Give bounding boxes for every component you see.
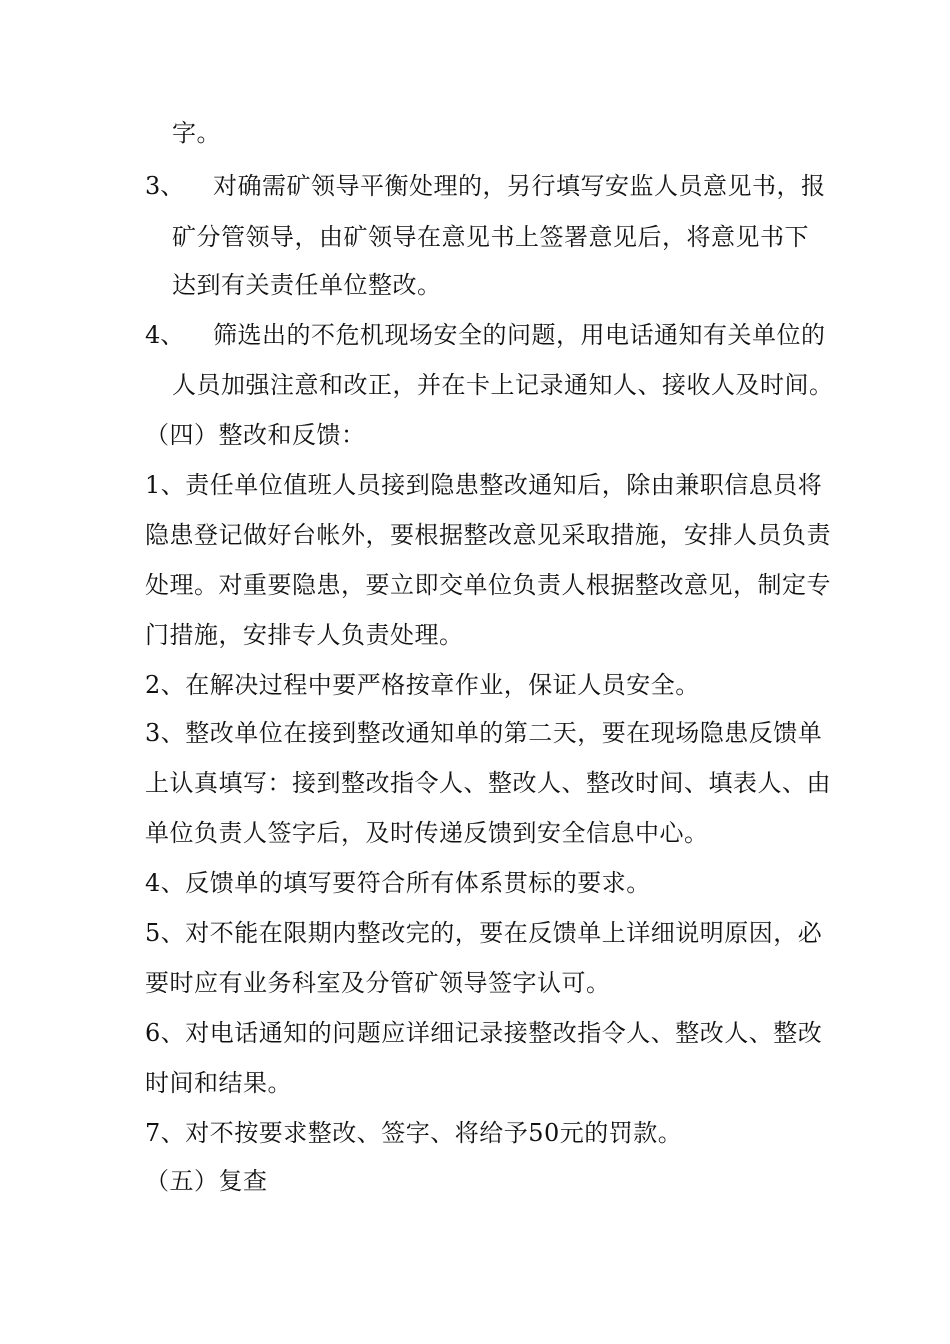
section-4-item-5-line-1: 5、对不能在限期内整改完的，要在反馈单上详细说明原因，必 [145, 919, 823, 947]
section-heading-4: （四）整改和反馈： [145, 421, 366, 449]
section-4-item-1-line-3: 处理。对重要隐患，要立即交单位负责人根据整改意见，制定专 [145, 571, 831, 599]
item-number-3: 3、 [145, 172, 185, 200]
section-4-item-2-line-1: 2、在解决过程中要严格按章作业，保证人员安全。 [145, 671, 700, 699]
item-number-4: 4、 [145, 321, 185, 349]
section-4-item-1-line-1: 1、责任单位值班人员接到隐患整改通知后，除由兼职信息员将 [145, 471, 823, 499]
section-4-item-6-line-1: 6、对电话通知的问题应详细记录接整改指令人、整改人、整改 [145, 1019, 823, 1047]
section-4-item-1-line-2: 隐患登记做好台帐外，要根据整改意见采取措施，安排人员负责 [145, 521, 831, 549]
section-4-item-3-line-1: 3、整改单位在接到整改通知单的第二天，要在现场隐患反馈单 [145, 719, 823, 747]
item-3-line-2: 矿分管领导，由矿领导在意见书上签署意见后，将意见书下 [172, 223, 809, 251]
item-3-line-3: 达到有关责任单位整改。 [172, 271, 442, 299]
continuation-line: 字。 [172, 119, 221, 147]
section-4-item-1-line-4: 门措施，安排专人负责处理。 [145, 621, 464, 649]
section-4-item-5-line-2: 要时应有业务科室及分管矿领导签字认可。 [145, 969, 611, 997]
section-4-item-4-line-1: 4、反馈单的填写要符合所有体系贯标的要求。 [145, 869, 651, 897]
section-heading-5: （五）复查 [145, 1167, 268, 1195]
item-4-line-1: 筛选出的不危机现场安全的问题，用电话通知有关单位的 [213, 321, 826, 349]
section-4-item-3-line-2: 上认真填写：接到整改指令人、整改人、整改时间、填表人、由 [145, 769, 831, 797]
item-4-line-2: 人员加强注意和改正，并在卡上记录通知人、接收人及时间。 [172, 371, 834, 399]
section-4-item-7-line-1: 7、对不按要求整改、签字、将给予50元的罚款。 [145, 1119, 683, 1147]
section-4-item-3-line-3: 单位负责人签字后，及时传递反馈到安全信息中心。 [145, 819, 709, 847]
section-4-item-6-line-2: 时间和结果。 [145, 1069, 292, 1097]
item-3-line-1: 对确需矿领导平衡处理的，另行填写安监人员意见书，报 [213, 172, 826, 200]
